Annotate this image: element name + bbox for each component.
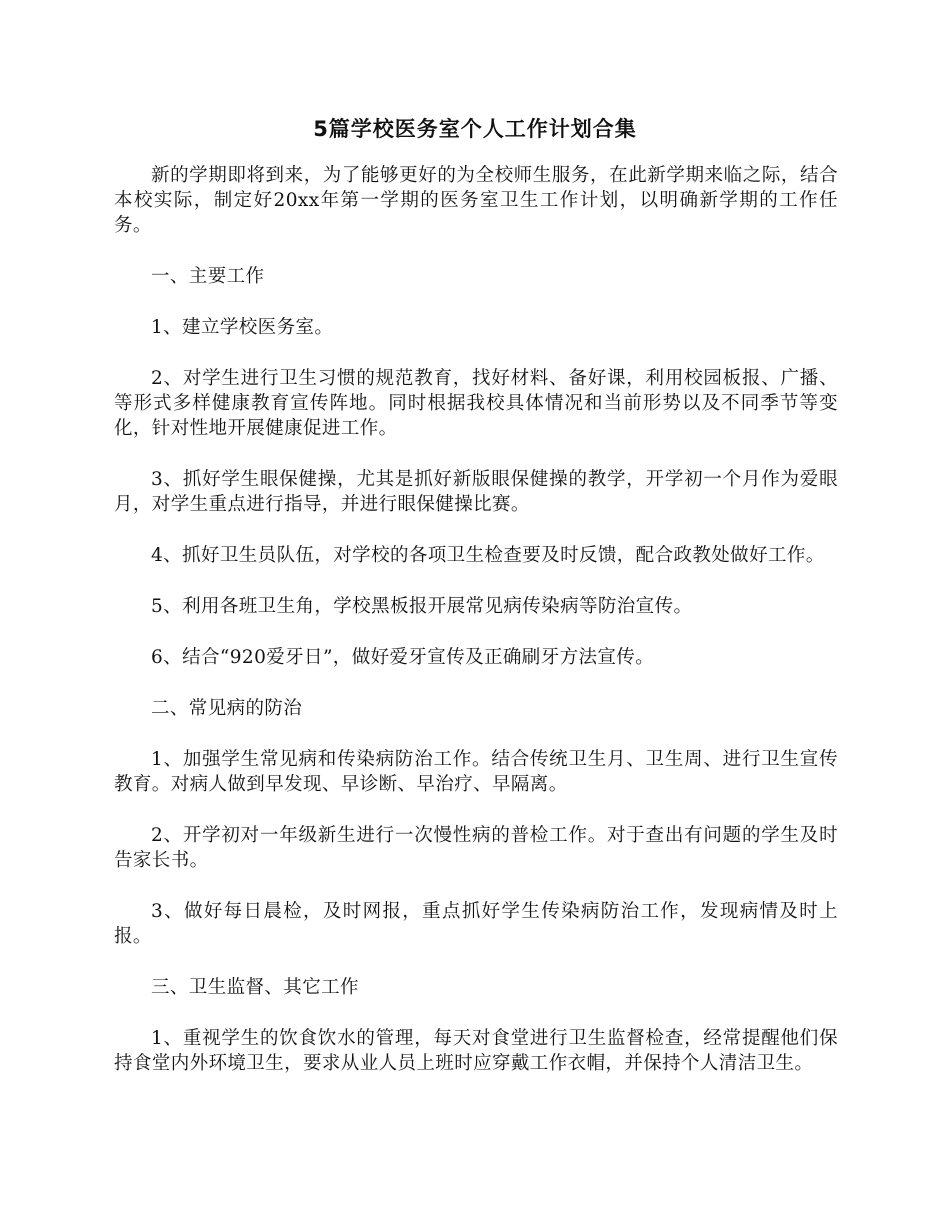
list-item: 5、利用各班卫生角，学校黑板报开展常见病传染病等防治宣传。 bbox=[151, 596, 693, 617]
intro-paragraph: 新的学期即将到来，为了能够更好的为全校师生服务，在此新学期来临之际，结合本校实际，制定好20xx年第一学期的医务室卫生工作计划，以明确新学期的工作任务。 bbox=[114, 165, 838, 236]
section-heading-supervision: 三、卫生监督、其它工作 bbox=[151, 977, 359, 998]
list-item: 1、重视学生的饮食饮水的管理，每天对食堂进行卫生监督检查，经常提醒他们保持食堂内外环境卫生，要求从业人员上班时应穿戴工作衣帽，并保持个人清洁卫生。 bbox=[114, 1028, 838, 1074]
list-item: 3、抓好学生眼保健操，尤其是抓好新版眼保健操的教学，开学初一个月作为爱眼月，对学生重点进行指导，并进行眼保健操比赛。 bbox=[114, 469, 838, 515]
list-item: 2、对学生进行卫生习惯的规范教育，找好材料、备好课，利用校园板报、广播、等形式多样健康教育宣传阵地。同时根据我校具体情况和当前形势以及不同季节等变化，针对性地开展健康促进工作。 bbox=[114, 368, 838, 439]
list-item: 2、开学初对一年级新生进行一次慢性病的普检工作。对于查出有问题的学生及时告家长书。 bbox=[114, 825, 838, 871]
document-body bbox=[114, 163, 838, 1102]
section-heading-main-work: 一、主要工作 bbox=[151, 266, 265, 287]
document-title: 5篇学校医务室个人工作计划合集 bbox=[313, 117, 637, 141]
list-item: 1、建立学校医务室。 bbox=[151, 317, 334, 338]
section-heading-disease-prevention: 二、常见病的防治 bbox=[151, 698, 303, 719]
list-item: 6、结合“920爱牙日”，做好爱牙宣传及正确刷牙方法宣传。 bbox=[151, 647, 655, 668]
list-item: 3、做好每日晨检，及时网报，重点抓好学生传染病防治工作，发现病情及时上报。 bbox=[114, 901, 838, 947]
list-item: 4、抓好卫生员队伍，对学校的各项卫生检查要及时反馈，配合政教处做好工作。 bbox=[151, 545, 825, 566]
list-item: 1、加强学生常见病和传染病防治工作。结合传统卫生月、卫生周、进行卫生宣传教育。对病人做到早发现、早诊断、早治疗、早隔离。 bbox=[114, 749, 838, 795]
